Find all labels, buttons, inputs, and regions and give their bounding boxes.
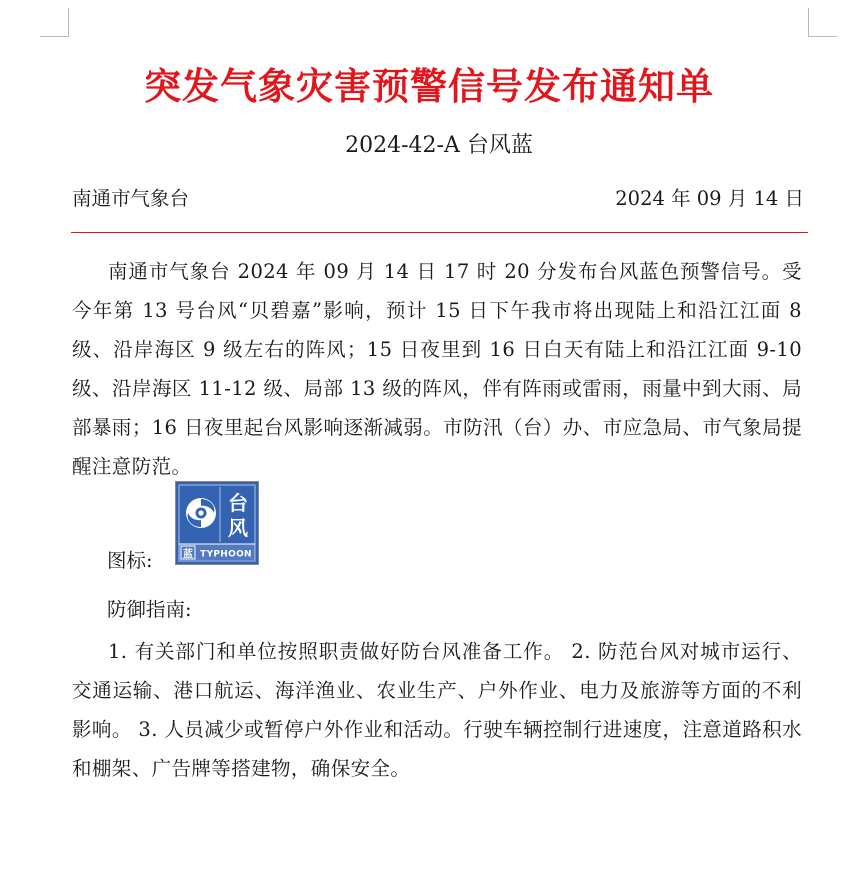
issue-date: 2024 年 09 月 14 日 (615, 187, 804, 210)
issuer-date-row (72, 183, 804, 211)
icon-char-tai: 台 (228, 491, 248, 515)
issuer: 南通市气象台 (72, 187, 190, 210)
icon-level-char: 蓝 (183, 549, 193, 560)
icon-char-feng: 风 (228, 516, 248, 540)
crop-mark-top-left (40, 8, 69, 37)
typhoon-blue-warning-icon (175, 481, 259, 565)
icon-caption: TYPHOON (200, 549, 252, 560)
document-title: 突发气象灾害预警信号发布通知单 (144, 64, 714, 108)
crop-mark-top-right (808, 8, 837, 37)
red-divider (71, 232, 808, 233)
signal-code: 2024-42-A 台风蓝 (345, 133, 533, 158)
icon-label: 图标: (107, 549, 153, 572)
bulletin-paragraph: 南通市气象台 2024 年 09 月 14 日 17 时 20 分发布台风蓝色预警信号。受今年第 13 号台风“贝碧嘉”影响，预计 15 日下午我市将出现陆上和沿江江面 8 级、沿岸海区 9 级左右的阵风；15 日夜里到 16 日白天有陆上和沿江江面 9-10 级、沿岸海区 11-12 级、局部 13 级的阵风，伴有阵雨或雷雨，雨量中到大雨、局部暴雨；16 日夜里起台风影响逐渐减弱。市防汛（台）办、市应急局、市气象局提醒注意防范。 (72, 260, 802, 478)
guide-heading: 防御指南: (107, 598, 192, 621)
guide-paragraph: 1. 有关部门和单位按照职责做好防台风准备工作。 2. 防范台风对城市运行、交通运输、港口航运、海洋渔业、农业生产、户外作业、电力及旅游等方面的不利影响。 3. 人员减少或暂停户外作业和活动。行驶车辆控制行进速度，注意道路积水和棚架、广告牌等搭建物，确保安全。 (72, 640, 802, 780)
